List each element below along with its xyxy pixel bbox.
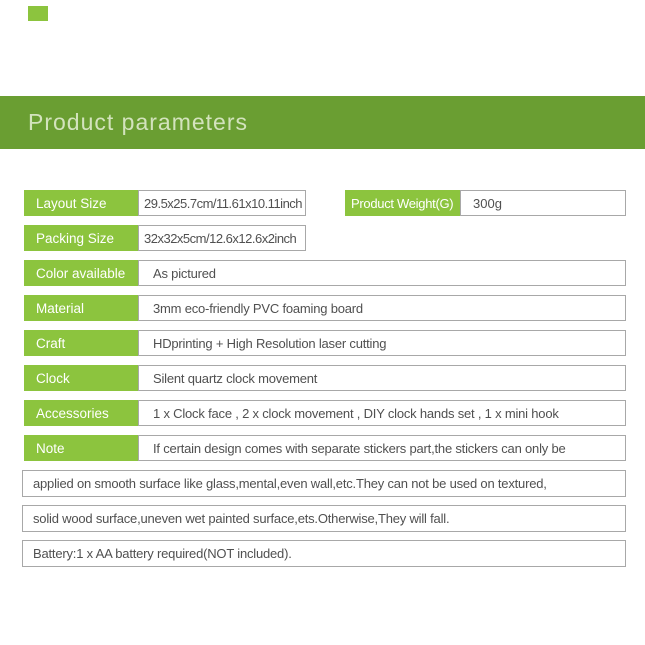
param-value-accessories: 1 x Clock face , 2 x clock movement , DIY clock hands set , 1 x mini hook	[138, 400, 626, 426]
param-value-craft: HDprinting + High Resolution laser cutting	[138, 330, 626, 356]
param-value-layout-size: 29.5x25.7cm/11.61x10.11inch	[138, 190, 306, 216]
table-row	[24, 400, 626, 426]
note-continuation-line-1: applied on smooth surface like glass,mental,even wall,etc.They can not be used on textured,	[22, 470, 626, 497]
param-value-packing-size: 32x32x5cm/12.6x12.6x2inch	[138, 225, 306, 251]
param-label-clock: Clock	[24, 365, 138, 391]
param-label-accessories: Accessories	[24, 400, 138, 426]
param-label-material: Material	[24, 295, 138, 321]
table-row	[24, 190, 626, 216]
param-value-color-available: As pictured	[138, 260, 626, 286]
param-label-packing-size: Packing Size	[24, 225, 138, 251]
page-title: Product parameters	[28, 109, 248, 135]
table-row	[24, 295, 626, 321]
table-row	[24, 365, 626, 391]
note-continuation-line-2: solid wood surface,uneven wet painted surface,ets.Otherwise,They will fall.	[22, 505, 626, 532]
table-row	[24, 260, 626, 286]
param-label-color-available: Color available	[24, 260, 138, 286]
param-label-product-weight: Product Weight(G)	[345, 190, 460, 216]
param-label-note: Note	[24, 435, 138, 461]
param-value-clock: Silent quartz clock movement	[138, 365, 626, 391]
param-label-craft: Craft	[24, 330, 138, 356]
table-row	[24, 225, 626, 251]
row-spacer	[306, 190, 345, 216]
corner-accent-square	[28, 6, 48, 21]
param-value-material: 3mm eco-friendly PVC foaming board	[138, 295, 626, 321]
parameters-table	[0, 190, 645, 575]
param-value-note: If certain design comes with separate stickers part,the stickers can only be	[138, 435, 626, 461]
param-label-layout-size: Layout Size	[24, 190, 138, 216]
table-row	[24, 330, 626, 356]
battery-note-line: Battery:1 x AA battery required(NOT included).	[22, 540, 626, 567]
table-row	[24, 435, 626, 461]
section-header-banner	[0, 96, 645, 149]
param-value-product-weight: 300g	[460, 190, 626, 216]
